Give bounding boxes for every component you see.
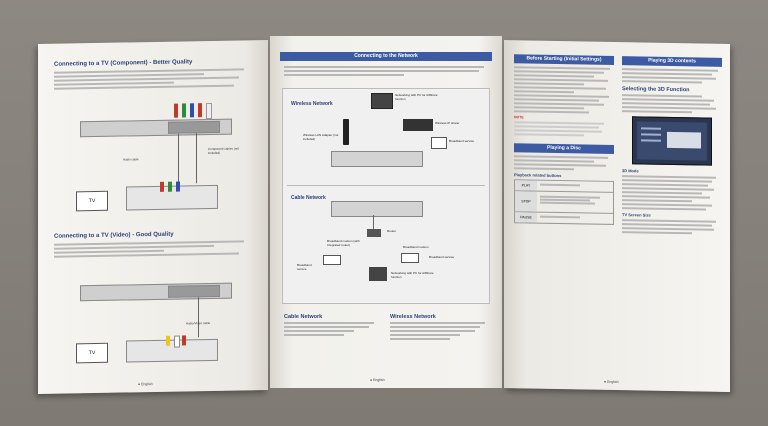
initial-settings-title: Before Starting (Initial Settings) [514, 54, 614, 65]
wireless-network-subheading: Wireless Network [390, 314, 436, 320]
middle-page [270, 36, 502, 388]
playing-disc-title: Playing a Disc [514, 143, 614, 154]
3d-contents-title: Playing 3D contents [622, 56, 722, 67]
label-pc-2: Networking with PC for AllShare function [391, 271, 434, 279]
video-diagram [68, 269, 238, 372]
modem-icon-2 [401, 253, 419, 263]
label-pc: Networking with PC for AllShare function [395, 93, 438, 101]
label-broadband-1: Broadband service [449, 139, 475, 143]
label-router-2: Router [387, 229, 397, 233]
label-adapter: Wireless LAN Adapter (not included) [303, 133, 339, 141]
note-label: NOTE [514, 115, 524, 120]
router-icon-2 [367, 229, 381, 237]
wireless-adapter-icon [343, 119, 349, 145]
left-page [38, 40, 268, 394]
select-3d-heading: Selecting the 3D Function [622, 86, 690, 94]
router-icon [403, 119, 433, 131]
tv-icon-1: TV [76, 191, 108, 212]
label-modem-integrated: Broadband modem (with integrated router) [327, 239, 360, 247]
tv-screen-size-heading: TV Screen Size [622, 212, 651, 218]
label-router: Wireless IP sharer [435, 121, 460, 125]
heading-video: Connecting to a TV (Video) - Good Quality [54, 231, 174, 240]
label-modem: Broadband modem [403, 245, 429, 249]
player-unit [331, 151, 423, 167]
playback-buttons-heading: Playback related buttons [514, 172, 562, 179]
wireless-network-heading: Wireless Network [291, 101, 333, 107]
footer-right: ● English [604, 379, 619, 385]
manual-booklet [38, 34, 730, 388]
play-button-label: PLAY [515, 180, 537, 190]
pc-icon-2 [369, 267, 387, 281]
footer-left: ● English [138, 382, 153, 387]
network-diagram [282, 88, 490, 304]
cable-network-subheading: Cable Network [284, 314, 323, 320]
label-broadband-2: Broadband service [297, 263, 312, 271]
tv-device-1 [126, 185, 218, 211]
cable-network-heading: Cable Network [291, 195, 326, 201]
label-component: Component cables (not included) [208, 146, 240, 156]
3d-mode-heading: 3D Mode [622, 168, 639, 174]
broadband-icon-1 [431, 137, 447, 149]
label-audio: Audio cable [123, 157, 139, 162]
label-broadband-3: Broadband service [429, 255, 455, 259]
right-page [504, 40, 730, 392]
tv-icon-2: TV [76, 343, 108, 364]
stop-button-label: STOP [515, 191, 537, 211]
network-title: Connecting to the Network [280, 52, 492, 61]
heading-component: Connecting to a TV (Component) - Better Quality [54, 59, 193, 68]
modem-icon-1 [323, 255, 341, 265]
component-diagram [68, 101, 238, 222]
pause-button-label: PAUSE [515, 212, 537, 222]
pc-icon [371, 93, 393, 109]
footer-middle: ● English [370, 378, 385, 382]
settings-screenshot [632, 116, 712, 165]
label-av-cable: Audio/Video cable [186, 321, 211, 326]
